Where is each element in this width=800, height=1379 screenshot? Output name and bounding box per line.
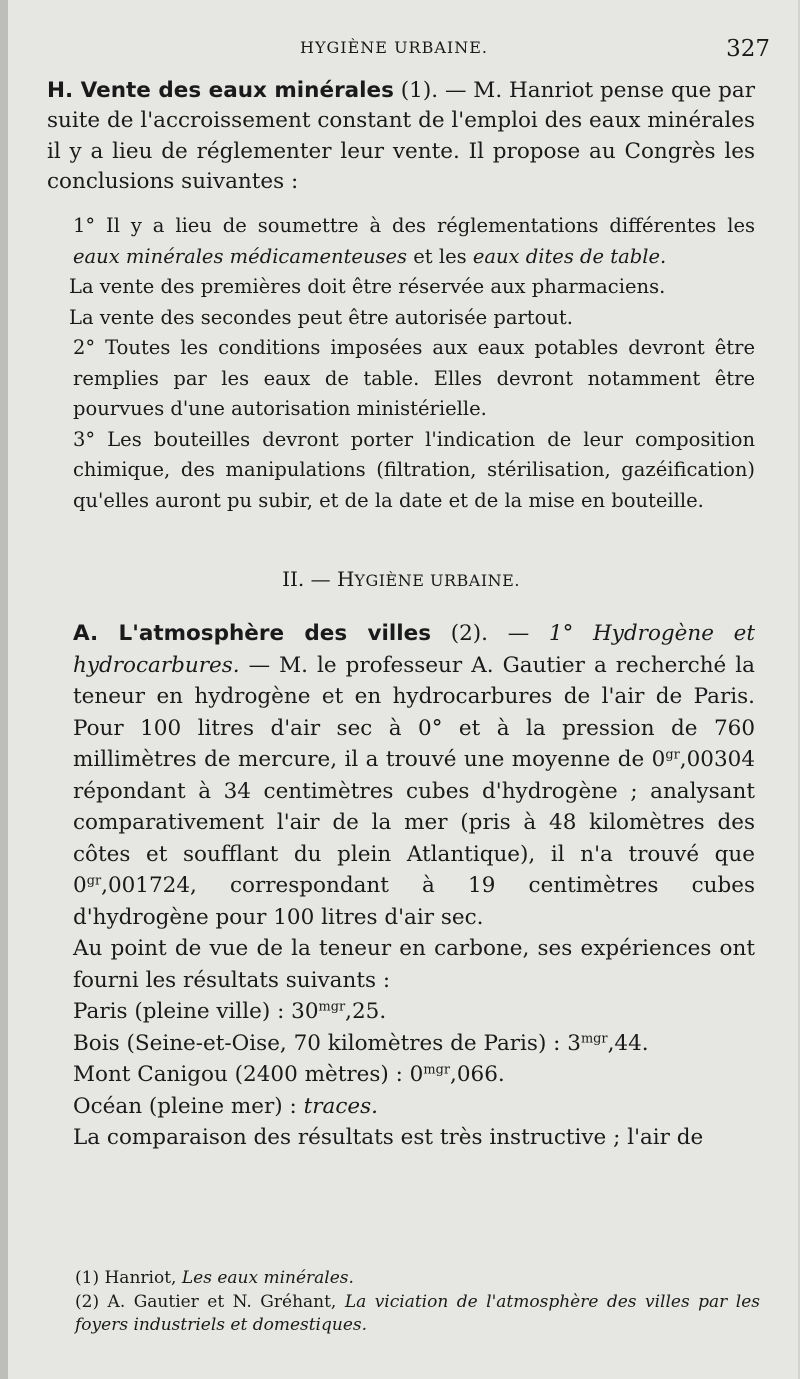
conclusions-block xyxy=(47,211,755,516)
footnote-1: (1) Hanriot, Les eaux minérales. xyxy=(75,1268,354,1288)
footnote-ref-1: (1). xyxy=(400,78,439,103)
carbon-results xyxy=(47,996,755,1154)
result-ocean: Océan (pleine mer) : traces. xyxy=(73,1093,378,1119)
conclusion-1-line2: La vente des premières doit être réservée aux pharmaciens. xyxy=(69,275,666,299)
conclusion-1: 1° Il y a lieu de soumettre à des réglementations différentes les eaux minérales médicamenteuses et les eaux dites de table. xyxy=(73,214,755,268)
section-h-intro: pense que par suite de l'accroissement constant de l'emploi des eaux minérales il y a lieu de réglementer leur vente. Il propose au Congrès les conclusions suivantes : xyxy=(47,78,755,194)
result-canigou: Mont Canigou (2400 mètres) : $0^{mgr},066$. xyxy=(73,1062,505,1088)
section-h-dash: — M. Hanriot xyxy=(444,78,594,103)
page-edge-shadow xyxy=(0,0,8,1379)
section-h-heading: H. Vente des eaux minérales xyxy=(47,78,394,103)
section-ii-title: II. — HYGIÈNE URBAINE. xyxy=(282,567,520,592)
conclusion-2: 2° Toutes les conditions imposées aux eaux potables devront être remplies par les eaux de table. Elles devront notamment être pourvues d'une autorisation ministérielle. xyxy=(73,336,755,421)
conclusion-1-line3: La vente des secondes peut être autorisée partout. xyxy=(69,305,573,329)
running-header xyxy=(0,36,800,66)
page-number: 327 xyxy=(726,36,770,62)
result-paris: Paris (pleine ville) : $30^{mgr},25$. xyxy=(73,999,387,1025)
result-bois: Bois (Seine-et-Oise, 70 kilomètres de Paris) : $3^{mgr},44$. xyxy=(73,1030,649,1056)
section-a-heading: A. L'atmosphère des villes xyxy=(73,621,432,647)
comparison-line: La comparaison des résultats est très instructive ; l'air de xyxy=(73,1125,704,1151)
footnotes xyxy=(75,1267,760,1338)
page-body xyxy=(47,76,755,1154)
conclusion-3: 3° Les bouteilles devront porter l'indication de leur composition chimique, des manipulations (filtration, stérilisation, gazéification) qu'elles auront pu subir, et de la date et de la mise en bouteille. xyxy=(73,427,755,512)
section-a-paragraph: A. L'atmosphère des villes (2). — 1° Hydrogène et hydrocarbures. — M. le professeur A. Gautier a recherché la teneur en hydrogène et en hydrocarbures de l'air de Paris. Pour 100 litres d'air sec à 0° et à la pression de 760 millimètres de mercure, il a trouvé une moyenne de $0^{gr},00304$ répondant à 34 centimètres cubes d'hydrogène ; analysant comparativement l'air de la mer (pris à 48 kilomètres des côtes et soufflant du plein Atlantique), il n'a trouvé que $0^{gr},001724$, correspondant à 19 centimètres cubes d'hydrogène pour 100 litres d'air sec. xyxy=(73,621,756,930)
subsection-title: 1° Hydrogène et hydrocarbures. xyxy=(73,621,756,678)
section-h-paragraph xyxy=(47,76,755,197)
carbon-paragraph: Au point de vue de la teneur en carbone, ses expériences ont fourni les résultats suivants : xyxy=(73,936,755,993)
running-title: HYGIÈNE URBAINE. xyxy=(300,38,488,57)
footnote-ref-2: (2). xyxy=(450,621,489,647)
footnote-2: (2) A. Gautier et N. Gréhant, La viciation de l'atmosphère des villes par les foyers industriels et domestiques. xyxy=(75,1291,760,1335)
